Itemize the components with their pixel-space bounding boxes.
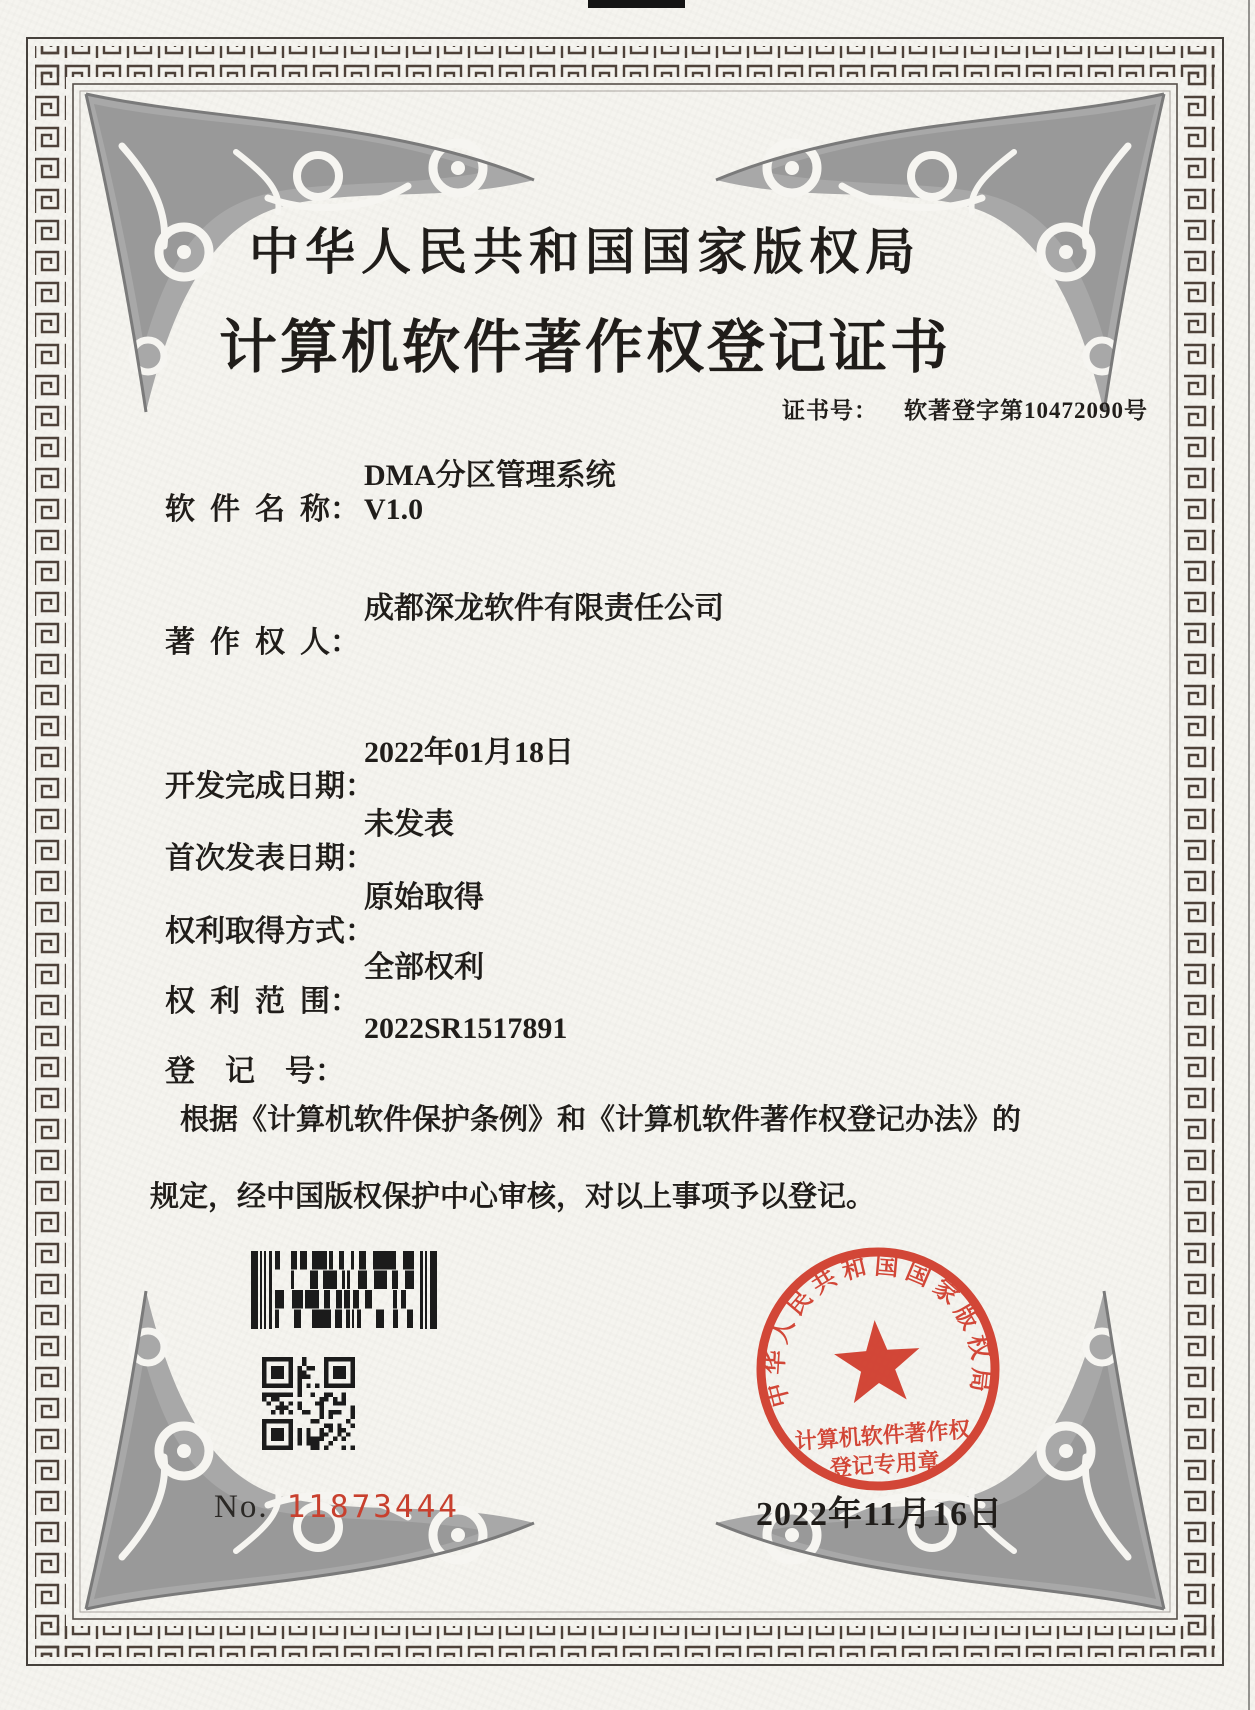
certificate-number	[782, 392, 1148, 425]
field-label: 首次发表日期：	[165, 842, 375, 875]
field-value-version: V1.0	[364, 493, 424, 526]
field-label: 开发完成日期：	[165, 770, 375, 803]
scan-artifact-top	[588, 0, 685, 8]
field-row-software-name	[150, 450, 616, 596]
field-value: 全部权利	[364, 951, 484, 984]
official-seal	[736, 1227, 1020, 1511]
seal-caption-line2: 登记专用章	[828, 1447, 941, 1481]
field-value: 2022年01月18日	[364, 736, 574, 769]
statement-line-2: 规定，经中国版权保护中心审核，对以上事项予以登记。	[150, 1181, 876, 1213]
field-label: 权 利 范 围：	[165, 985, 360, 1018]
field-row-copyright-holder	[150, 583, 724, 695]
barcode	[251, 1251, 437, 1329]
meander-band-left	[35, 46, 66, 1657]
meander-band-right	[1184, 46, 1215, 1657]
seal-caption-line1: 计算机软件著作权	[793, 1416, 972, 1454]
issue-date: 2022年11月16日	[756, 1496, 1004, 1533]
authority-title: 中华人民共和国国家版权局	[249, 224, 921, 280]
meander-band-bottom	[35, 1626, 1215, 1657]
field-label: 权利取得方式：	[165, 915, 375, 948]
registration-statement	[150, 1082, 1080, 1236]
statement-line-1: 根据《计算机软件保护条例》和《计算机软件著作权登记办法》的	[180, 1104, 1022, 1136]
seal-ring-text: 中华人民共和国国家版权局	[762, 1253, 994, 1410]
field-label: 软 件 名 称：	[165, 493, 360, 526]
field-value: 原始取得	[364, 881, 484, 914]
serial-number-line	[214, 1489, 460, 1526]
field-value: 2022SR1517891	[364, 1012, 568, 1045]
star-icon	[832, 1317, 923, 1404]
meander-band-top	[35, 46, 1215, 77]
corner-flourish-bottom-left	[86, 1291, 534, 1609]
serial-number: 11873444	[286, 1489, 460, 1525]
qr-code	[262, 1357, 355, 1450]
field-value: 未发表	[364, 808, 454, 841]
certificate-title: 计算机软件著作权登记证书	[218, 315, 951, 380]
scan-artifact-right-edge	[1248, 0, 1250, 1710]
certificate-number-label: 证书号：	[782, 398, 878, 423]
field-value: 成都深龙软件有限责任公司	[364, 592, 724, 625]
certificate-number-value: 软著登字第10472090号	[904, 398, 1148, 423]
serial-prefix: No.	[214, 1489, 269, 1525]
field-label: 登 记 号：	[165, 1055, 345, 1088]
field-label: 著 作 权 人：	[165, 626, 360, 659]
field-value: DMA分区管理系统	[364, 459, 616, 492]
